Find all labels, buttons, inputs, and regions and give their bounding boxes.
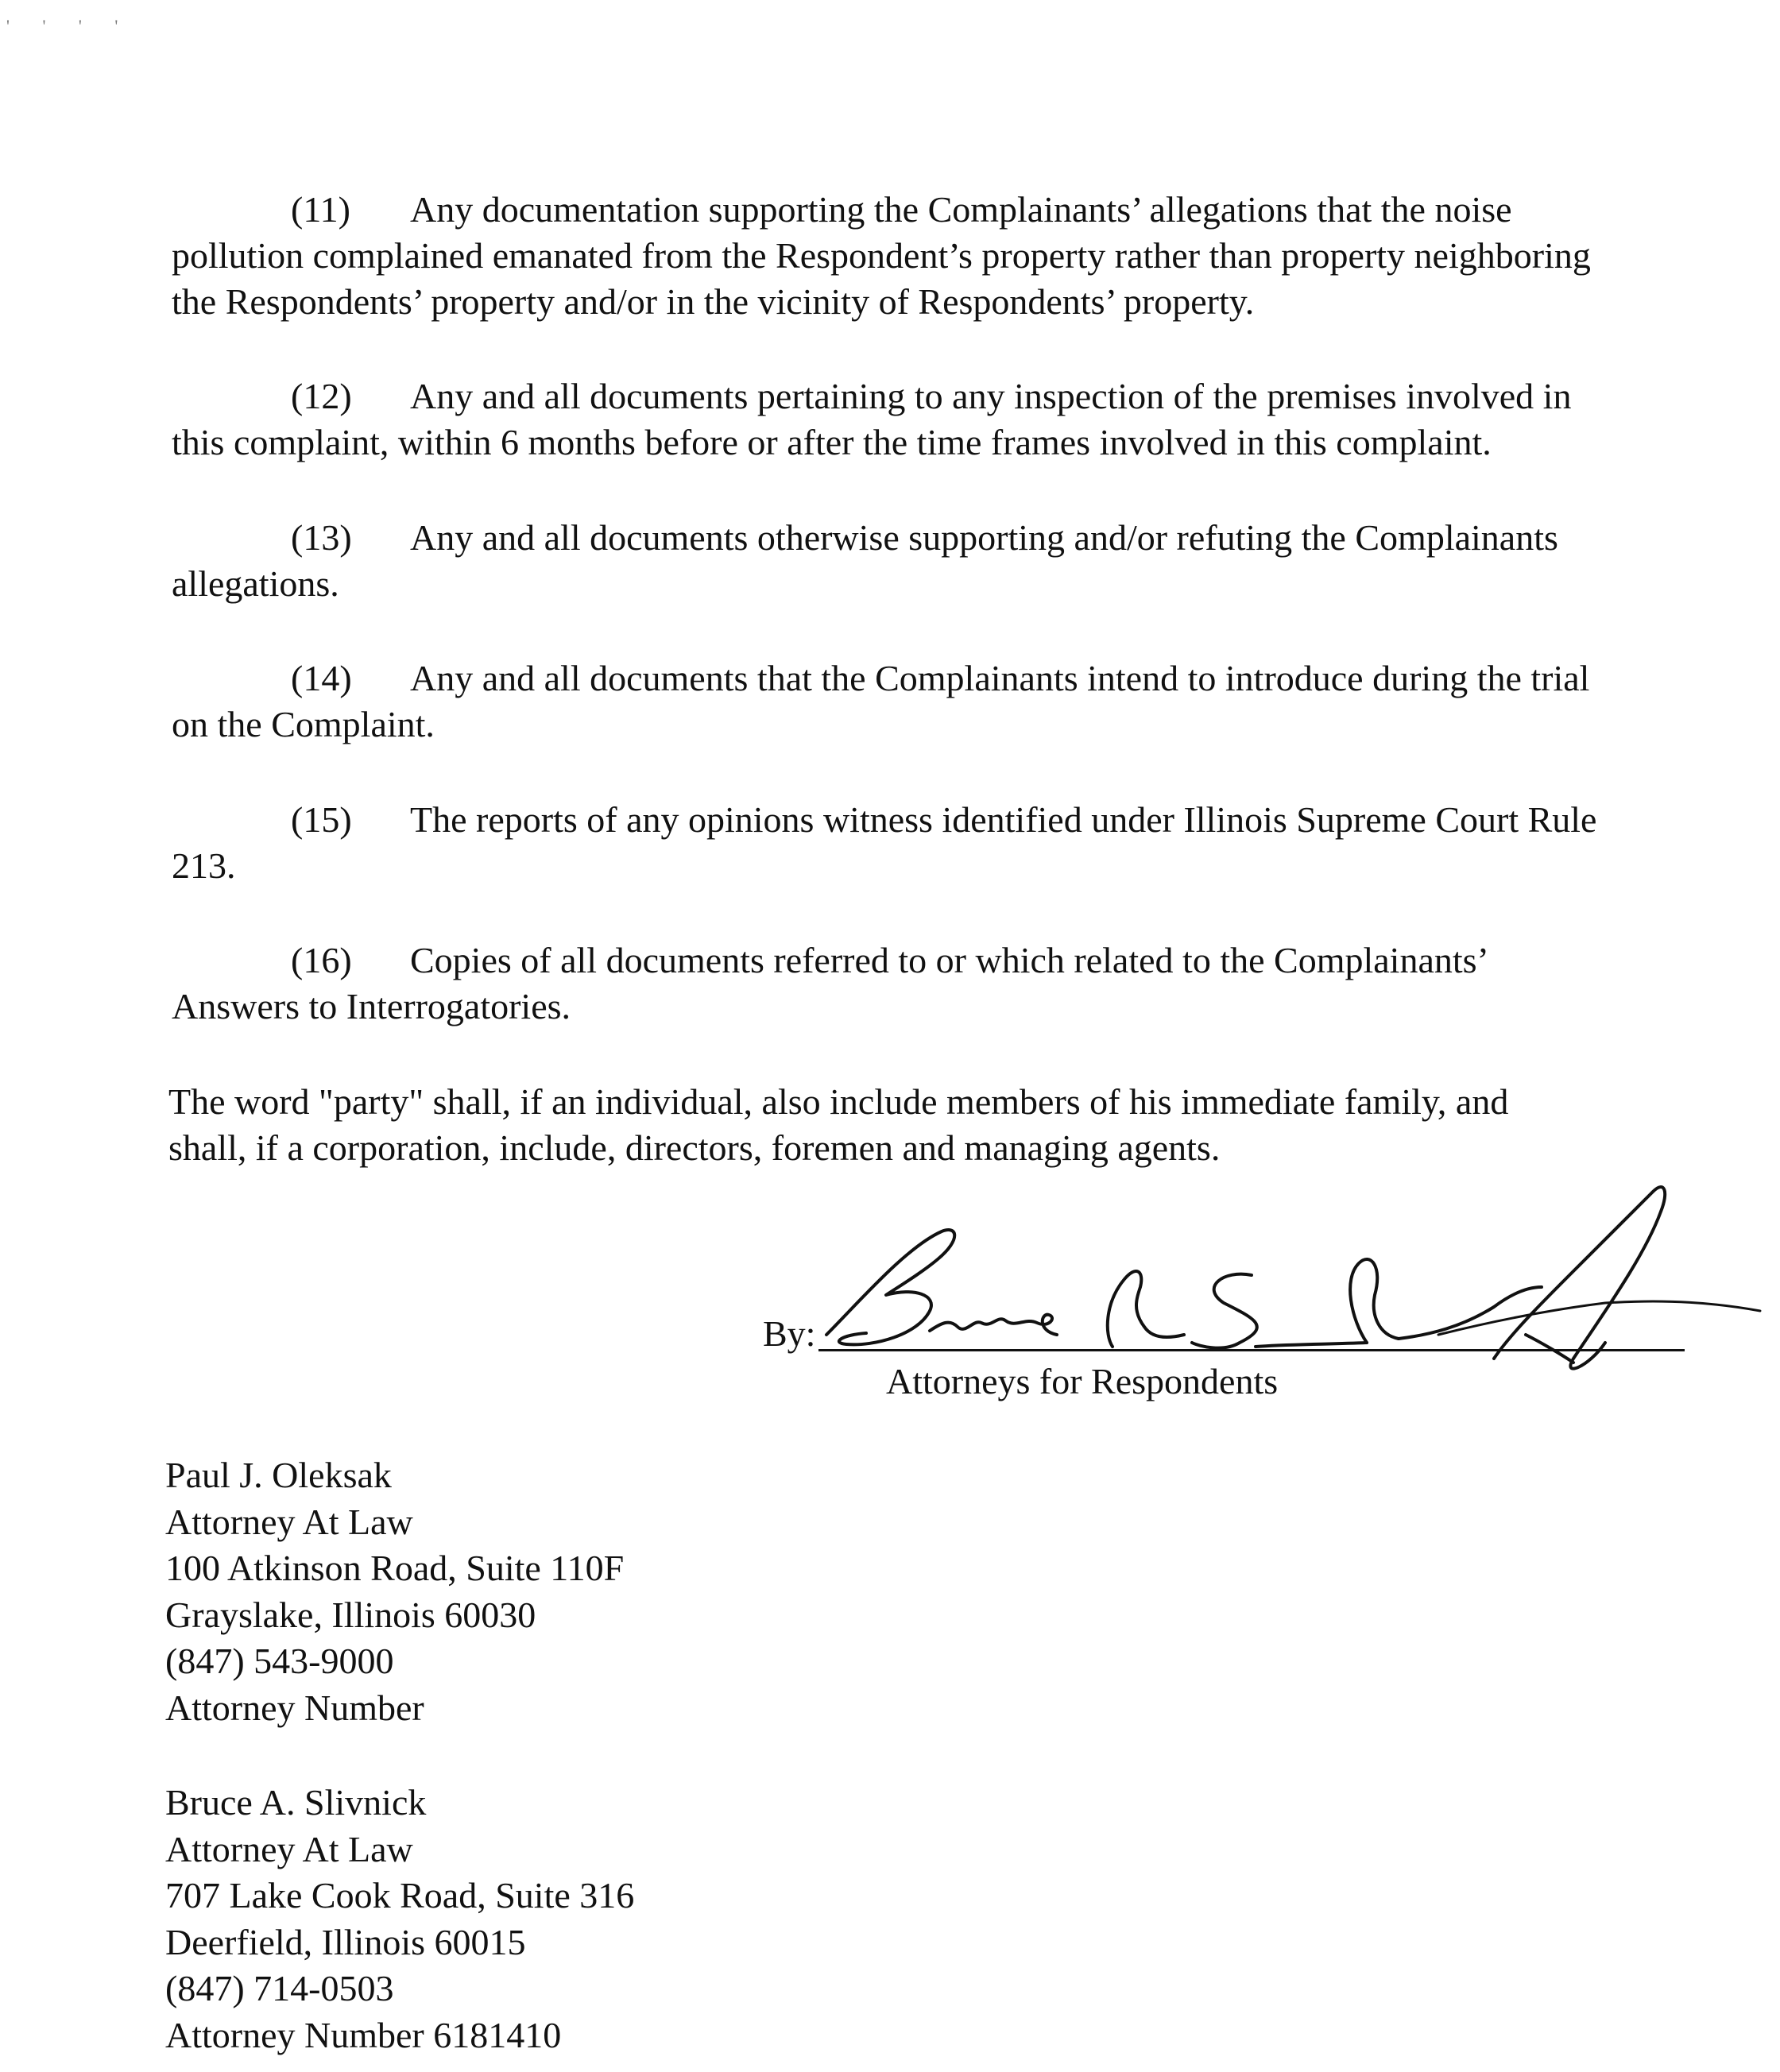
party-definition	[168, 1079, 1508, 1171]
item-text-line: Answers to Interrogatories.	[172, 986, 571, 1026]
item-text-line: the Respondents’ property and/or in the vicinity of Respondents’ property.	[172, 281, 1255, 322]
attorney-title: Attorney At Law	[165, 1501, 413, 1542]
request-item-14	[172, 655, 1729, 748]
attorney-name: Paul J. Oleksak	[165, 1455, 392, 1495]
item-text-line: pollution complained emanated from the Respondent’s property rather than property neighboring	[172, 235, 1591, 276]
item-text-line: Any and all documents that the Complainants intend to introduce during the trial	[410, 658, 1590, 698]
item-text-line: Any and all documents pertaining to any inspection of the premises involved in	[410, 376, 1572, 416]
attorney-phone: (847) 543-9000	[165, 1641, 394, 1681]
attorney-street: 100 Atkinson Road, Suite 110F	[165, 1548, 625, 1588]
item-number: (12)	[291, 376, 352, 416]
item-text-line: The reports of any opinions witness identified under Illinois Supreme Court Rule	[410, 799, 1597, 840]
attorney-phone: (847) 714-0503	[165, 1968, 394, 2008]
attorney-city: Deerfield, Illinois 60015	[165, 1921, 526, 1962]
attorney-address-block-1	[165, 1452, 624, 1731]
attorney-number: Attorney Number 6181410	[165, 2014, 562, 2055]
item-text-line: Any documentation supporting the Complainants’ allegations that the noise	[410, 189, 1512, 230]
item-number: (16)	[291, 940, 352, 980]
request-item-13	[172, 515, 1729, 607]
item-text-line: Copies of all documents referred to or which related to the Complainants’	[410, 940, 1489, 980]
handwritten-signature	[811, 1176, 1764, 1382]
item-text-line: Any and all documents otherwise supporting and/or refuting the Complainants	[410, 517, 1558, 558]
item-number: (14)	[291, 658, 352, 698]
item-text-line: allegations.	[172, 563, 339, 604]
request-item-15	[172, 797, 1729, 889]
item-number: (13)	[291, 517, 352, 558]
item-text-line: this complaint, within 6 months before or after the time frames involved in this complaint.	[172, 422, 1492, 462]
item-text-line: 213.	[172, 845, 236, 886]
definition-text-line: The word "party" shall, if an individual, also include members of his immediate family, and	[168, 1081, 1509, 1122]
scan-artifact-marks: ' ' ' '	[6, 16, 133, 36]
attorney-address-block-2	[165, 1780, 634, 2058]
attorney-street: 707 Lake Cook Road, Suite 316	[165, 1875, 635, 1915]
request-item-16	[172, 937, 1729, 1030]
item-number: (15)	[291, 799, 352, 840]
request-item-11	[172, 187, 1729, 325]
definition-text-line: shall, if a corporation, include, directors, foremen and managing agents.	[168, 1127, 1221, 1168]
attorney-title: Attorney At Law	[165, 1828, 413, 1869]
request-item-12	[172, 373, 1729, 466]
item-number: (11)	[291, 189, 350, 230]
item-text-line: on the Complaint.	[172, 704, 435, 744]
attorney-name: Bruce A. Slivnick	[165, 1782, 427, 1823]
by-label: By:	[763, 1313, 816, 1354]
attorney-number: Attorney Number	[165, 1687, 424, 1728]
signature-line	[818, 1349, 1685, 1351]
signature-block	[763, 1176, 1764, 1414]
signature-caption: Attorneys for Respondents	[886, 1361, 1279, 1401]
attorney-city: Grayslake, Illinois 60030	[165, 1594, 536, 1635]
